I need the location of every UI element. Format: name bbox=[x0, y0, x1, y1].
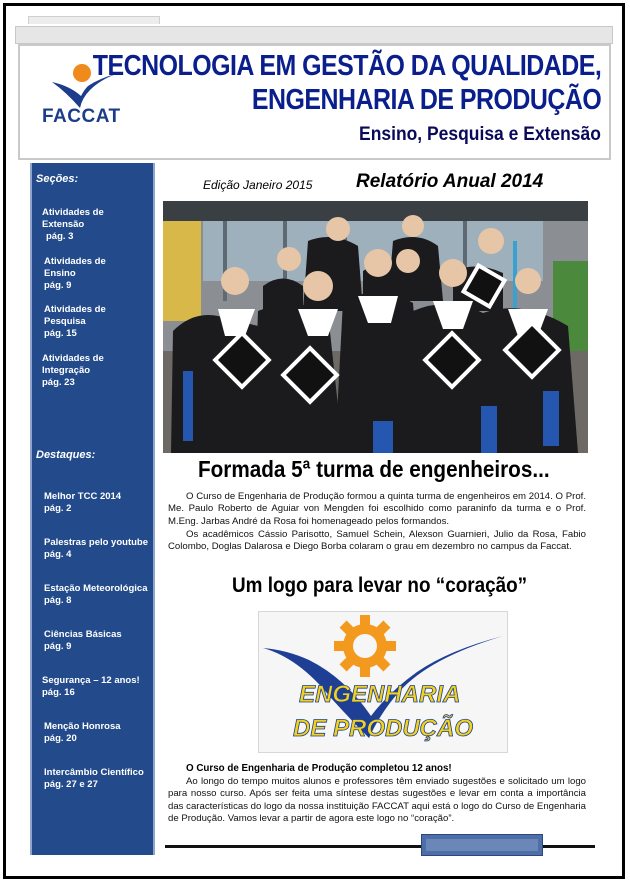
sidebar-item-label: Atividades de Integração bbox=[42, 353, 104, 376]
title-line-1: TECNOLOGIA EM GESTÃO DA QUALIDADE, bbox=[92, 50, 601, 82]
edition-date: Edição Janeiro 2015 bbox=[203, 178, 313, 192]
paragraph-graduation-2: Os acadêmicos Cássio Parisotto, Samuel Schein, Alexson Guarnieri, Julio da Rosa, Fabio Colombo, Doglas Dalarosa e Diego Borba colaram o grau em dezembro no campus da Faccat. bbox=[168, 529, 586, 553]
paragraph-logo-heading: O Curso de Engenharia de Produção completou 12 anos! bbox=[186, 763, 452, 774]
sidebar-item-extensao[interactable] bbox=[42, 207, 104, 243]
newsletter-header bbox=[18, 44, 611, 160]
sidebar-item-label: Atividades de Ensino bbox=[44, 256, 106, 279]
sidebar-item-label: Menção Honrosa bbox=[44, 721, 121, 732]
sidebar-item-palestras[interactable] bbox=[44, 537, 148, 561]
sidebar-item-ciencias[interactable] bbox=[44, 629, 122, 653]
sidebar-item-page: pág. 20 bbox=[44, 733, 77, 744]
sidebar-item-seguranca[interactable] bbox=[42, 675, 140, 699]
sidebar-item-page: pág. 9 bbox=[44, 280, 72, 291]
sidebar-item-page: pág. 16 bbox=[42, 687, 75, 698]
headline-logo: Um logo para levar no “coração” bbox=[232, 574, 528, 597]
sidebar-item-page: pág. 2 bbox=[44, 503, 72, 514]
sidebar-item-label: Estação Meteorológica bbox=[44, 583, 148, 594]
sidebar-item-estacao[interactable] bbox=[44, 583, 147, 607]
sidebar bbox=[30, 163, 155, 855]
sidebar-item-page: pág. 23 bbox=[42, 377, 75, 388]
logo-text-producao: DE PRODUÇÃO bbox=[293, 715, 474, 742]
sidebar-item-melhor-tcc[interactable] bbox=[44, 491, 121, 515]
top-bar bbox=[15, 26, 613, 44]
sidebar-item-page: pág. 8 bbox=[44, 595, 72, 606]
highlights-heading: Destaques: bbox=[36, 449, 96, 461]
logo-text-engenharia: ENGENHARIA bbox=[299, 681, 461, 708]
engenharia-producao-logo bbox=[258, 611, 508, 753]
sidebar-item-integracao[interactable] bbox=[42, 353, 104, 389]
sidebar-item-label: Atividades de Extensão bbox=[42, 207, 104, 230]
sidebar-item-page: pág. 4 bbox=[44, 549, 72, 560]
sidebar-item-ensino[interactable] bbox=[44, 256, 106, 292]
sidebar-item-label: Palestras pelo youtube bbox=[44, 537, 149, 548]
header-subtitle: Ensino, Pesquisa e Extensão bbox=[359, 124, 601, 145]
sidebar-item-label: Segurança – 12 anos! bbox=[42, 675, 140, 686]
headline-graduation: Formada 5ª turma de engenheiros... bbox=[198, 456, 550, 482]
engenharia-producao-logo-image bbox=[259, 612, 509, 754]
sidebar-item-label: Intercâmbio Científico bbox=[44, 767, 144, 778]
faccat-logo-text: FACCAT bbox=[42, 106, 121, 127]
sidebar-item-label: Melhor TCC 2014 bbox=[44, 491, 122, 502]
sidebar-item-page: pág. 15 bbox=[44, 328, 77, 339]
sidebar-item-page: pág. 3 bbox=[46, 231, 74, 242]
paragraph-graduation-1: O Curso de Engenharia de Produção formou a quinta turma de engenheiros em 2014. O Prof. Me. Paulo Roberto de Aguiar von Mengden foi escolhido como paraninfo da turma e o Prof. M.Eng. Jarbas André da Rosa foi homenageado pelos formandos. bbox=[168, 491, 586, 527]
sidebar-item-mencao[interactable] bbox=[44, 721, 121, 745]
report-title: Relatório Anual 2014 bbox=[356, 171, 544, 192]
graduation-photo-image bbox=[163, 201, 588, 453]
sidebar-item-intercambio[interactable] bbox=[44, 767, 144, 791]
end-marker-box bbox=[421, 834, 543, 856]
sidebar-item-label: Ciências Básicas bbox=[44, 629, 122, 640]
sidebar-item-label: Atividades de Pesquisa bbox=[44, 304, 106, 327]
sections-heading: Seções: bbox=[36, 173, 79, 185]
header-tab bbox=[28, 16, 160, 24]
graduation-photo bbox=[163, 201, 588, 453]
title-line-2: ENGENHARIA DE PRODUÇÃO bbox=[251, 84, 601, 116]
sidebar-item-page: pág. 27 e 27 bbox=[44, 779, 98, 790]
sidebar-item-pesquisa[interactable] bbox=[44, 304, 106, 340]
sidebar-item-page: pág. 9 bbox=[44, 641, 72, 652]
paragraph-logo: Ao longo do tempo muitos alunos e professores têm enviado sugestões e solicitado um logo para nosso curso. Após ser feita uma síntese destas sugestões e levar em conta a importância das características do logo da nossa instituição FACCAT aqui está o logo do Curso de Engenharia de Produção. Vamos levar a partir de agora este logo no “coração”. bbox=[168, 776, 586, 825]
